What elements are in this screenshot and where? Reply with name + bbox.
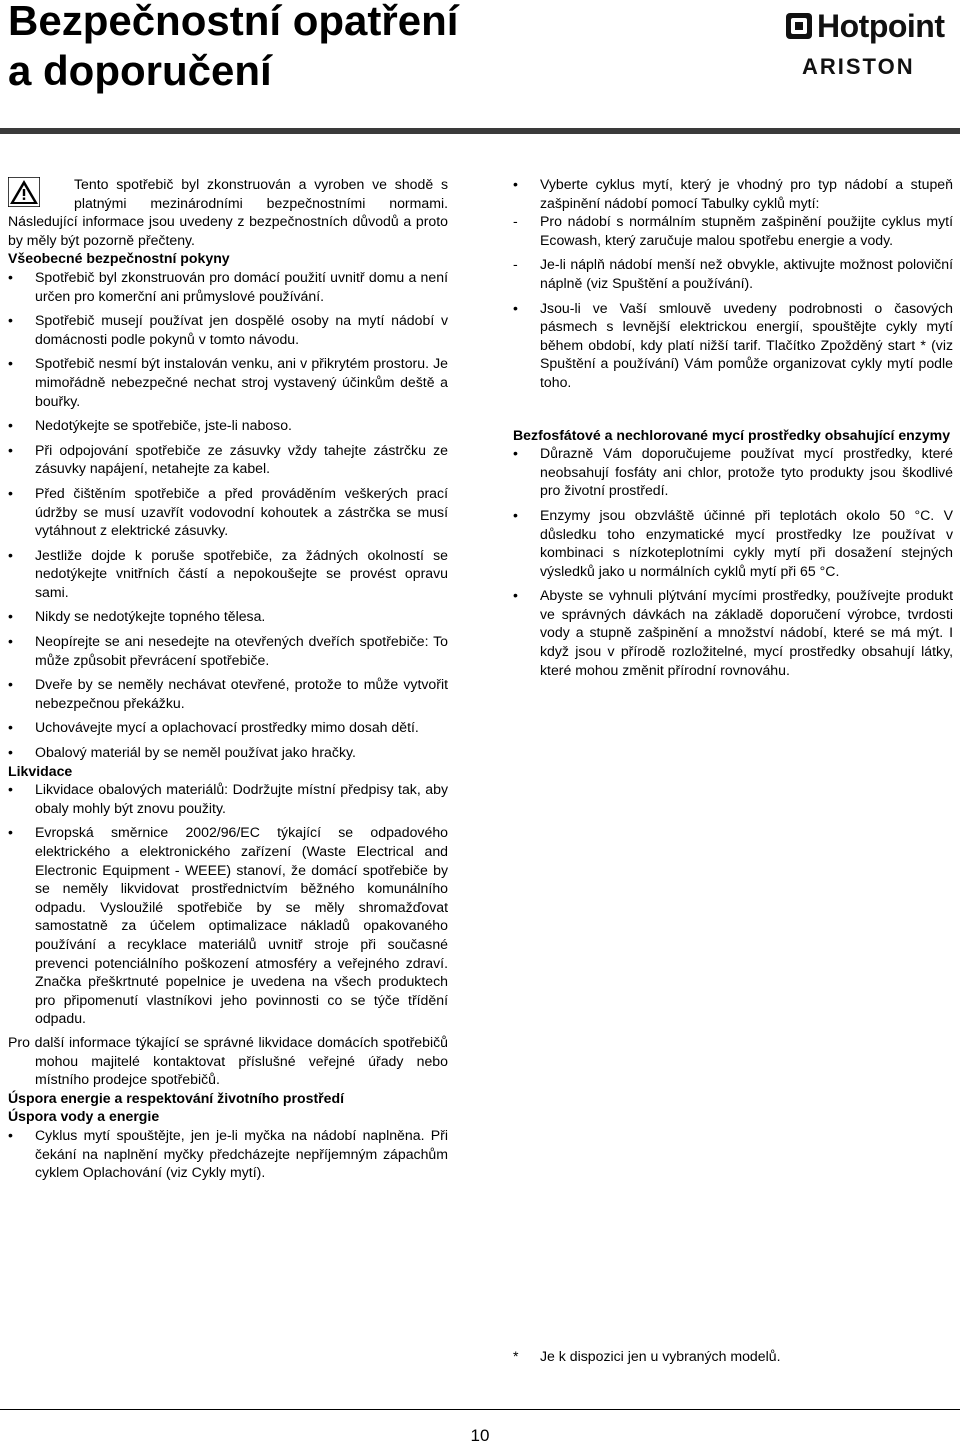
list-item: • Nikdy se nedotýkejte topného tělesa.	[8, 607, 448, 626]
list-item: • Jestliže dojde k poruše spotřebiče, za žádných okolností se nedotýkejte vnitřních částí a nepokoušejte se provést opravu sami.	[8, 546, 448, 602]
list-item: • Obalový materiál by se neměl používat jako hračky.	[8, 743, 448, 762]
energy-saving-heading: Úspora energie a respektování životního prostředí	[8, 1089, 344, 1106]
list-item: • Likvidace obalových materiálů: Dodržujte místní předpisy tak, aby obaly mohly být znovu použity.	[8, 780, 448, 817]
footer-rule	[0, 1409, 960, 1410]
detergent-heading: Bezfosfátové a nechlorované mycí prostředky obsahující enzymy	[513, 426, 951, 443]
page-number: 10	[470, 1426, 490, 1445]
list-item: • Nedotýkejte se spotřebiče, jste-li naboso.	[8, 416, 448, 435]
general-safety-list	[8, 268, 448, 762]
page-title-line-2: a doporučení	[8, 47, 272, 94]
list-item: • Spotřebič byl zkonstruován pro domácí použití uvnitř domu a není určen pro komerční ani průmyslové používání.	[8, 268, 448, 305]
list-item: • Uchovávejte mycí a oplachovací prostředky mimo dosah dětí.	[8, 718, 448, 737]
disposal-heading: Likvidace	[8, 762, 73, 779]
left-column	[8, 175, 448, 1182]
list-item: • Spotřebič musejí používat jen dospělé osoby na mytí nádobí v domácnosti podle pokynů v tomto návodu.	[8, 311, 448, 348]
footnote-marker: *	[513, 1348, 519, 1364]
warning-triangle-icon	[8, 177, 40, 207]
cycle-text: Vyberte cyklus mytí, který je vhodný pro typ nádobí a stupeň zašpinění nádobí pomocí Tabulky cyklů mytí:	[540, 176, 953, 211]
page-title	[8, 0, 458, 96]
sublist-item: - Je-li náplň nádobí menší než obvykle, aktivujte možnost poloviční náplně (viz Spuštění a používání).	[513, 255, 953, 292]
logo-sub-brand: ARISTON	[802, 54, 915, 79]
cycle-sublist	[513, 212, 953, 292]
cycle-list	[513, 175, 953, 392]
water-saving-heading: Úspora vody a energie	[8, 1108, 160, 1125]
footnote-text: Je k dispozici jen u vybraných modelů.	[540, 1348, 781, 1364]
list-item: • Abyste se vyhnuli plýtvání mycími prostředky, používejte produkt ve správných dávkách na základě doporučení výrobce, tvrdosti vody a stupně zašpinění a množství nádobí, které se má mýt. I když jsou v přírodě rozložitelné, mycí prostředky obsahují látky, které mohou změnit přírodní rovnováhu.	[513, 586, 953, 679]
general-safety-heading: Všeobecné bezpečnostní pokyny	[8, 250, 230, 267]
footnote	[513, 1348, 781, 1364]
disposal-note: Pro další informace týkající se správné likvidace domácích spotřebičů mohou majitelé kontaktovat příslušné veřejné úřady nebo místního prodejce spotřebičů.	[8, 1033, 448, 1088]
logo-brand: Hotpoint	[817, 8, 945, 44]
list-item: • Dveře by se neměly nechávat otevřené, protože to může vytvořit nebezpečnou překážku.	[8, 675, 448, 712]
detergent-list	[513, 444, 953, 679]
list-item: • Při odpojování spotřebiče ze zásuvky vždy tahejte zástrčku ze zásuvky napájení, netahejte za kabel.	[8, 441, 448, 478]
list-item: • Neopírejte se ani nesedejte na otevřených dveřích spotřebiče: To může způsobit převrácení spotřebiče.	[8, 632, 448, 669]
hotpoint-logo-icon	[786, 13, 812, 39]
list-item: • Enzymy jsou obzvláště účinné při teplotách okolo 50 °C. V důsledku toho enzymatické mycí prostředky lze používat v kombinaci s nízkoteplotními cykly mytí při dosažení stejných výsledků jako u normálních cyklů mytí při 65 °C.	[513, 506, 953, 580]
list-item	[513, 175, 953, 293]
list-item: • Evropská směrnice 2002/96/EC týkající se odpadového elektrického a elektronického zařízení (Waste Electrical and Electronic Equipment - WEEE) stanoví, že domácí spotřebiče by se neměly likvidovat prostřednictvím běžného komunálního odpadu. Vysloužilé spotřebiče by se měly shromažďovat samostatně za účelem optimalizace nákladů opakovaného používání a recyklace materiálů uvnitř stroje při současné prevenci potenciálního poškození atmosféry a veřejného zdraví. Značka přeškrtnuté popelnice je uvedena na všech produktech pro připomenutí vlastníkovi jeho povinnosti co se týče třídění odpadu.	[8, 823, 448, 1028]
right-column	[513, 175, 953, 679]
sublist-item: - Pro nádobí s normálním stupněm zašpinění použijte cyklus mytí Ecowash, který zaručuje malou spotřebu energie a vody.	[513, 212, 953, 249]
page-title-line-1: Bezpečnostní opatření	[8, 0, 459, 44]
intro-paragraph	[8, 175, 448, 249]
page-header	[0, 0, 960, 133]
hotpoint-ariston-logo	[784, 10, 952, 82]
header-rule	[0, 128, 960, 134]
intro-text: Tento spotřebič byl zkonstruován a vyroben ve shodě s platnými mezinárodními bezpečnostními normami. Následující informace jsou uvedeny z bezpečnostních důvodů a proto by měly být pozorně přečteny.	[8, 176, 448, 248]
list-item: • Spotřebič nesmí být instalován venku, ani v přikrytém prostoru. Je mimořádně nebezpečné nechat stroj vystavený účinkům deště a bouřky.	[8, 354, 448, 410]
list-item: • Důrazně Vám doporučujeme používat mycí prostředky, které neobsahují fosfáty ani chlor, protože tyto produkty jsou škodlivé pro životní prostředí.	[513, 444, 953, 500]
list-item: • Jsou-li ve Vaší smlouvě uvedeny podrobnosti o časových pásmech s levnější elektrickou energií, spouštějte cykly mytí během období, kdy platí nižší tarif. Tlačítko Zpožděný start * (viz Spuštění a používání) Vám pomůže organizovat cykly mytí podle toho.	[513, 299, 953, 392]
water-saving-list	[8, 1126, 448, 1182]
disposal-list	[8, 780, 448, 1028]
list-item: • Cyklus mytí spouštějte, jen je-li myčka na nádobí naplněna. Při čekání na naplnění myčky předcházejte nepříjemným zápachům cyklem Oplachování (viz Cykly mytí).	[8, 1126, 448, 1182]
list-item: • Před čištěním spotřebiče a před prováděním veškerých prací údržby se musí uzavřít vodovodní kohoutek a zástrčka se musí vytáhnout z elektrické zásuvky.	[8, 484, 448, 540]
